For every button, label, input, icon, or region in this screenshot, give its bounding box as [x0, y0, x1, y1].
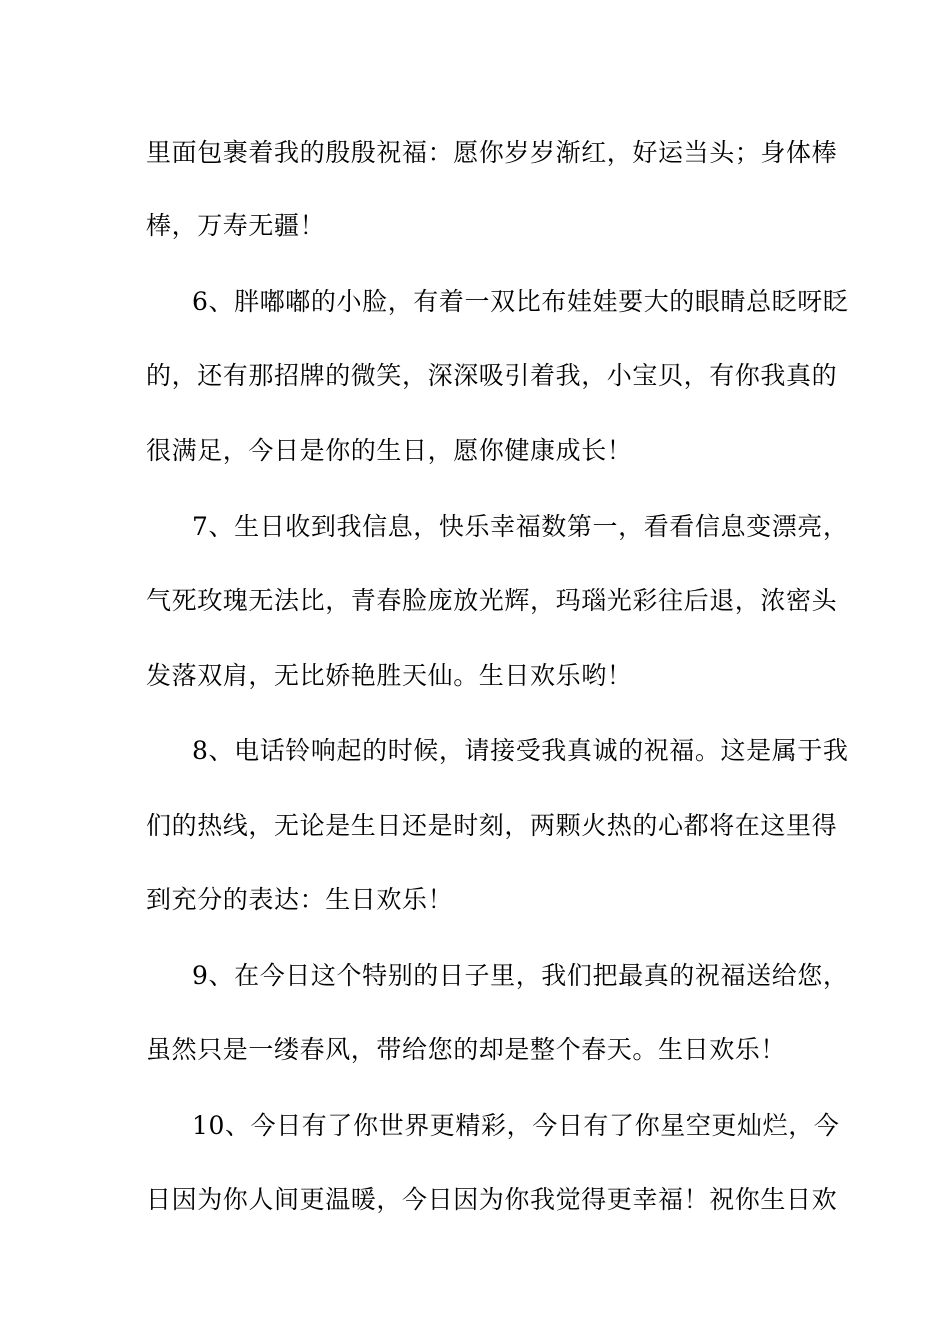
text-line: 棒，万寿无疆！: [146, 211, 326, 240]
text-line: 虽然只是一缕春风，带给您的却是整个春天。生日欢乐！: [146, 1035, 787, 1064]
text-line: 很满足，今日是你的生日，愿你健康成长！: [146, 436, 633, 465]
paragraph-6-line: 6、胖嘟嘟的小脸，有着一双比布娃娃要大的眼睛总眨呀眨: [192, 287, 849, 316]
text-line: 日因为你人间更温暖，今日因为你我觉得更幸福！祝你生日欢: [146, 1185, 838, 1214]
text-line: 里面包裹着我的殷殷祝福：愿你岁岁渐红，好运当头；身体棒: [146, 138, 838, 167]
paragraph-7-line: 7、生日收到我信息，快乐幸福数第一，看看信息变漂亮，: [192, 512, 849, 541]
text-line: 的，还有那招牌的微笑，深深吸引着我，小宝贝，有你我真的: [146, 361, 838, 390]
text-line: 气死玫瑰无法比，青春脸庞放光辉，玛瑙光彩往后退，浓密头: [146, 586, 838, 615]
text-line: 到充分的表达：生日欢乐！: [146, 885, 454, 914]
text-line: 发落双肩，无比娇艳胜天仙。生日欢乐哟！: [146, 661, 633, 690]
paragraph-9-line: 9、在今日这个特别的日子里，我们把最真的祝福送给您，: [192, 961, 849, 990]
paragraph-8-line: 8、电话铃响起的时候，请接受我真诚的祝福。这是属于我: [192, 736, 849, 765]
paragraph-10-line: 10、今日有了你世界更精彩，今日有了你星空更灿烂，今: [192, 1111, 840, 1140]
text-line: 们的热线，无论是生日还是时刻，两颗火热的心都将在这里得: [146, 811, 838, 840]
